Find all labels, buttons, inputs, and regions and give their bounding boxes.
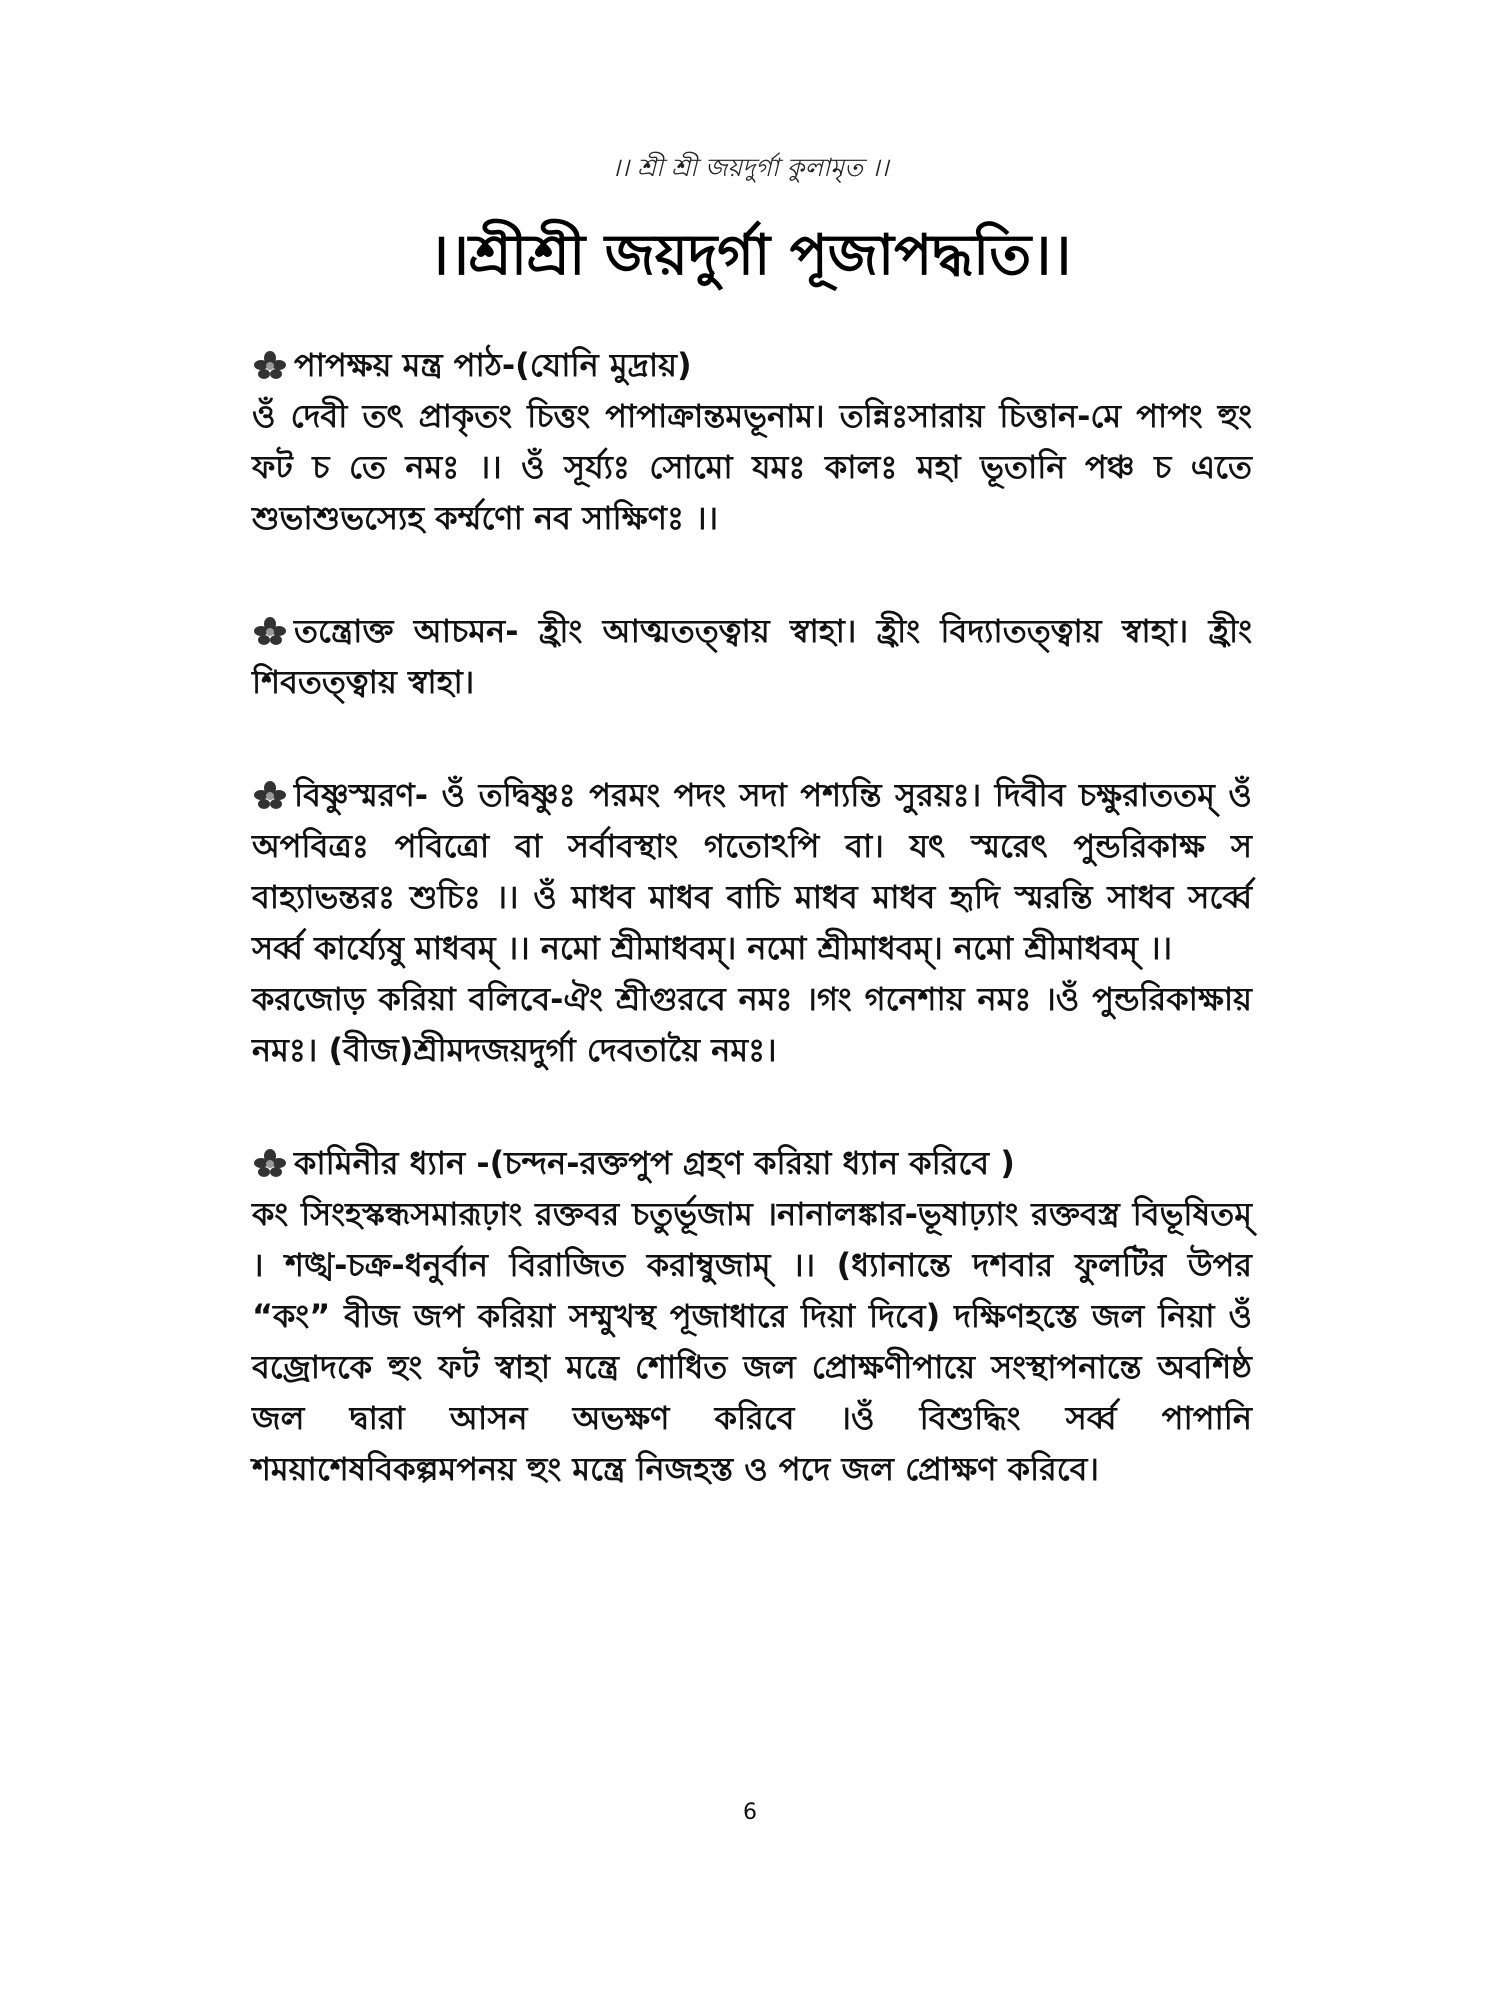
section-heading [252, 770, 1252, 974]
section-heading [252, 340, 1252, 391]
flower-icon [252, 1148, 288, 1178]
body-text [252, 340, 1252, 1557]
page-number: 6 [743, 1800, 757, 1825]
section-kamini-dhyan [252, 1138, 1252, 1495]
page-title: ।।শ্রীশ্রী জয়দুর্গা পূজাপদ্ধতি।। [428, 223, 1072, 288]
running-header: ।। শ্রী শ্রী জয়দুর্গা কুলামৃত ।। [611, 153, 889, 182]
section-paragraph: করজোড় করিয়া বলিবে-ঐং শ্রীগুরবে নমঃ ।গং গনেশায় নমঃ ।ওঁ পুন্ডরিকাক্ষায় নমঃ। (বীজ)শ্রীমদজয়দুর্গা দেবতায়ৈ নমঃ। [252, 980, 1252, 1069]
section-heading [252, 606, 1252, 708]
section-papakshay-mantra [252, 340, 1252, 544]
section-heading-text: তন্ত্রোক্ত আচমন- হ্রীং আত্মতত্ত্বায় স্বাহা। হ্রীং বিদ্যাতত্ত্বায় স্বাহা। হ্রীং শিবতত্ত্বায় স্বাহা। [252, 612, 1252, 701]
section-heading-text: কামিনীর ধ্যান -(চন্দন-রক্তপুপ গ্রহণ করিয়া ধ্যান করিবে ) [294, 1144, 1015, 1182]
section-heading-text: বিষ্ণুস্মরণ- ওঁ তদ্বিষ্ণুঃ পরমং পদং সদা পশ্যন্তি সুরয়ঃ। দিবীব চক্ষুরাততম্ ওঁ অপবিত্রঃ পবিত্রো বা সর্বাবস্থাং গতোঽপি বা। যৎ স্মরেৎ পুন্ডরিকাক্ষ স বাহ্যাভন্তরঃ শুচিঃ ।। ওঁ মাধব মাধব বাচি মাধব মাধব হৃদি স্মরন্তি সাধব সর্ব্বে সর্ব্ব কার্য্যেষু মাধবম্ ।। নমো শ্রীমাধবম্। নমো শ্রীমাধবম্। নমো শ্রীমাধবম্ ।। [252, 776, 1252, 967]
section-achaman [252, 606, 1252, 708]
section-heading-text: পাপক্ষয় মন্ত্র পাঠ-(যোনি মুদ্রায়) [294, 346, 692, 384]
section-paragraph: ওঁ দেবী তৎ প্রাকৃতং চিত্তং পাপাক্রান্তমভূনাম। তন্নিঃসারায় চিত্তান-মে পাপং হুং ফট চ তে নমঃ ।। ওঁ সূর্য্যঃ সোমো যমঃ কালঃ মহা ভূতানি পঞ্চ চ এতে শুভাশুভস্যেহ কর্ম্মণো নব সাক্ষিণঃ ।। [252, 397, 1252, 537]
section-paragraph: কং সিংহস্কন্ধসমারূঢ়াং রক্তবর চতুর্ভূজাম ।নানালঙ্কার-ভূষাঢ়্যাং রক্তবস্ত্র বিভূষিতম্ । শঙ্খ-চক্র-ধনুর্বান বিরাজিত করাম্বুজাম্ ।। (ধ্যানান্তে দশবার ফুলটির উপর “কং” বীজ জপ করিয়া সম্মুখস্থ পূজাধারে দিয়া দিবে) দক্ষিণহস্তে জল নিয়া ওঁ বজ্রোদকে হুং ফট স্বাহা মন্ত্রে শোধিত জল প্রোক্ষণীপায়ে সংস্থাপনান্তে অবশিষ্ঠ জল দ্বারা আসন অভক্ষণ করিবে ।ওঁ বিশুদ্ধিং সর্ব্ব পাপানি শময়াশেষবিকল্পমপনয় হুং মন্ত্রে নিজহস্ত ও পদে জল প্রোক্ষণ করিবে। [252, 1195, 1252, 1488]
flower-icon [252, 780, 288, 810]
section-heading [252, 1138, 1252, 1189]
section-vishnu-smaran [252, 770, 1252, 1076]
flower-icon [252, 350, 288, 380]
flower-icon [252, 616, 288, 646]
